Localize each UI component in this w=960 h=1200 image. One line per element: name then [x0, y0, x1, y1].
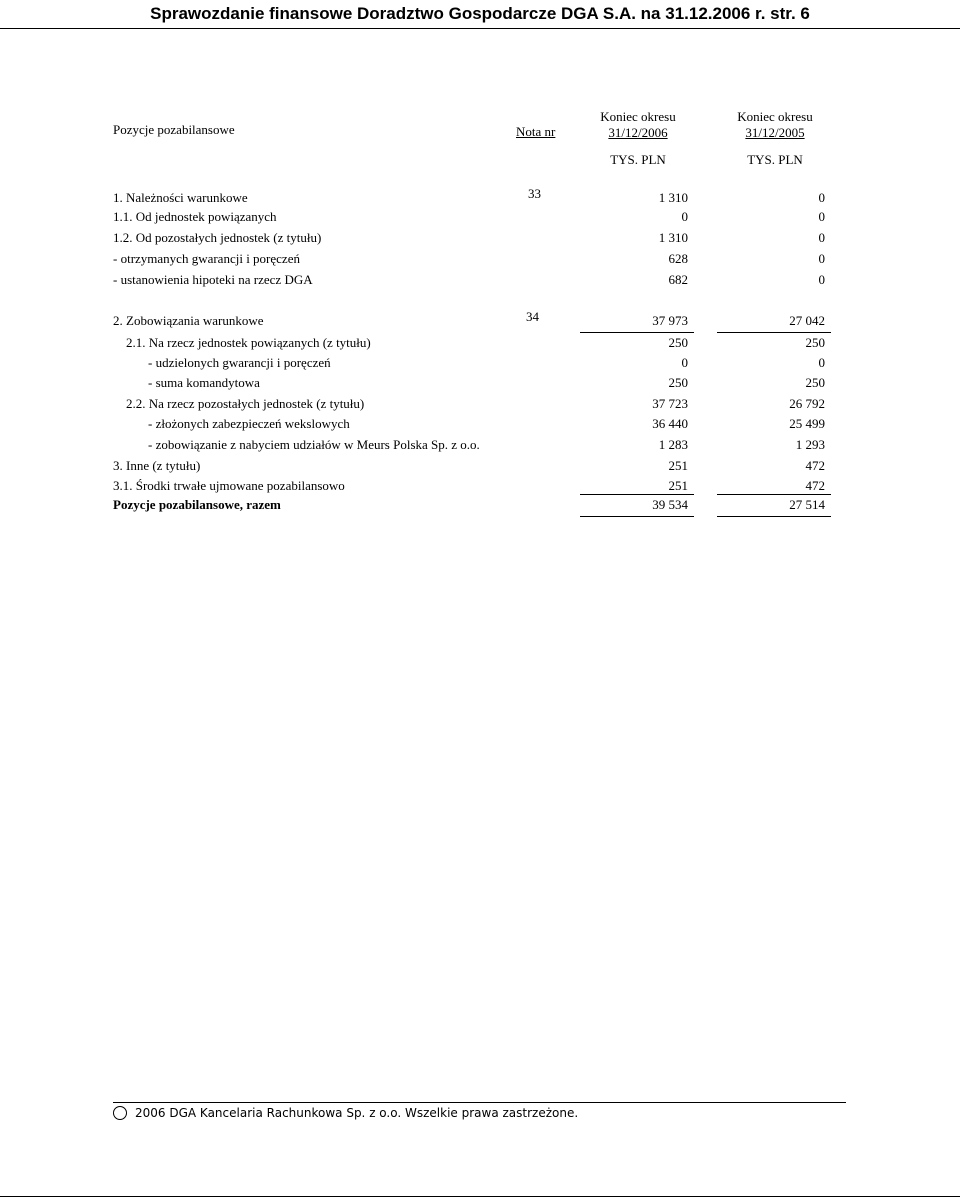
row-label: - złożonych zabezpieczeń wekslowych [148, 416, 350, 431]
page-header-title: Sprawozdanie finansowe Doradztwo Gospodarcze DGA S.A. na 31.12.2006 r. str. 6 [150, 4, 810, 23]
rule [580, 516, 694, 517]
row-value-2006: 250 [668, 375, 688, 390]
row-value-2005: 250 [805, 335, 825, 350]
row-value-2005: 0 [818, 251, 825, 266]
row-value-2005: 0 [818, 272, 825, 287]
row-value-2006: 1 283 [658, 437, 688, 452]
row-label: 2. Zobowiązania warunkowe [113, 313, 264, 328]
nota-column-header: Nota nr [516, 124, 556, 139]
row-nota: 34 [526, 309, 539, 324]
period-2006-header-line1: Koniec okresu [600, 109, 676, 124]
row-label: - udzielonych gwarancji i poręczeń [148, 355, 331, 370]
row-label: - suma komandytowa [148, 375, 260, 390]
row-value-2006: 37 973 [652, 313, 688, 328]
row-value-2005: 0 [818, 190, 825, 205]
label-column-header: Pozycje pozabilansowe [113, 122, 235, 137]
row-value-2006: 0 [681, 209, 688, 224]
row-label: 2.2. Na rzecz pozostałych jednostek (z tytułu) [126, 396, 365, 411]
rule [580, 494, 694, 495]
row-value-2005: 0 [818, 230, 825, 245]
unit-2006: TYS. PLN [610, 152, 666, 167]
row-value-2005: 0 [818, 209, 825, 224]
row-value-2006: 250 [668, 335, 688, 350]
row-value-2005: 0 [818, 355, 825, 370]
row-label: 3.1. Środki trwałe ujmowane pozabilansowo [113, 478, 345, 493]
row-label: - zobowiązanie z nabyciem udziałów w Meurs Polska Sp. z o.o. [148, 437, 480, 452]
row-value-2005: 472 [805, 478, 825, 493]
row-value-2006: 682 [668, 272, 688, 287]
rule [717, 516, 831, 517]
row-value-2005: 250 [805, 375, 825, 390]
footer [113, 1105, 578, 1121]
period-2005-header-line2: 31/12/2005 [745, 125, 805, 140]
header-divider [0, 28, 960, 29]
row-value-2006: 1 310 [658, 230, 688, 245]
row-value-2005: 25 499 [789, 416, 825, 431]
row-label: 3. Inne (z tytułu) [113, 458, 201, 473]
period-2006-header-line2: 31/12/2006 [608, 125, 668, 140]
rule [580, 332, 694, 333]
row-label: 1. Należności warunkowe [113, 190, 248, 205]
footer-divider [113, 1102, 846, 1103]
row-label: - otrzymanych gwarancji i poręczeń [113, 251, 300, 266]
row-value-2005: 1 293 [795, 437, 825, 452]
row-label: 2.1. Na rzecz jednostek powiązanych (z tytułu) [126, 335, 371, 350]
total-row-label: Pozycje pozabilansowe, razem [113, 497, 281, 512]
row-value-2005: 472 [805, 458, 825, 473]
rule [717, 494, 831, 495]
row-label: 1.1. Od jednostek powiązanych [113, 209, 277, 224]
total-value-2005: 27 514 [789, 497, 825, 512]
row-value-2005: 27 042 [789, 313, 825, 328]
row-value-2006: 251 [668, 458, 688, 473]
row-label: - ustanowienia hipoteki na rzecz DGA [113, 272, 313, 287]
footer-text: 2006 DGA Kancelaria Rachunkowa Sp. z o.o. Wszelkie prawa zastrzeżone. [135, 1106, 579, 1120]
copyright-icon [113, 1106, 127, 1120]
row-value-2006: 628 [668, 251, 688, 266]
row-nota: 33 [528, 186, 541, 201]
total-value-2006: 39 534 [652, 497, 688, 512]
rule [717, 332, 831, 333]
row-value-2006: 0 [681, 355, 688, 370]
row-value-2006: 37 723 [652, 396, 688, 411]
row-value-2006: 36 440 [652, 416, 688, 431]
row-value-2005: 26 792 [789, 396, 825, 411]
unit-2005: TYS. PLN [747, 152, 803, 167]
period-2005-header-line1: Koniec okresu [737, 109, 813, 124]
page-bottom-divider [0, 1196, 960, 1197]
row-value-2006: 251 [668, 478, 688, 493]
row-value-2006: 1 310 [658, 190, 688, 205]
row-label: 1.2. Od pozostałych jednostek (z tytułu) [113, 230, 322, 245]
